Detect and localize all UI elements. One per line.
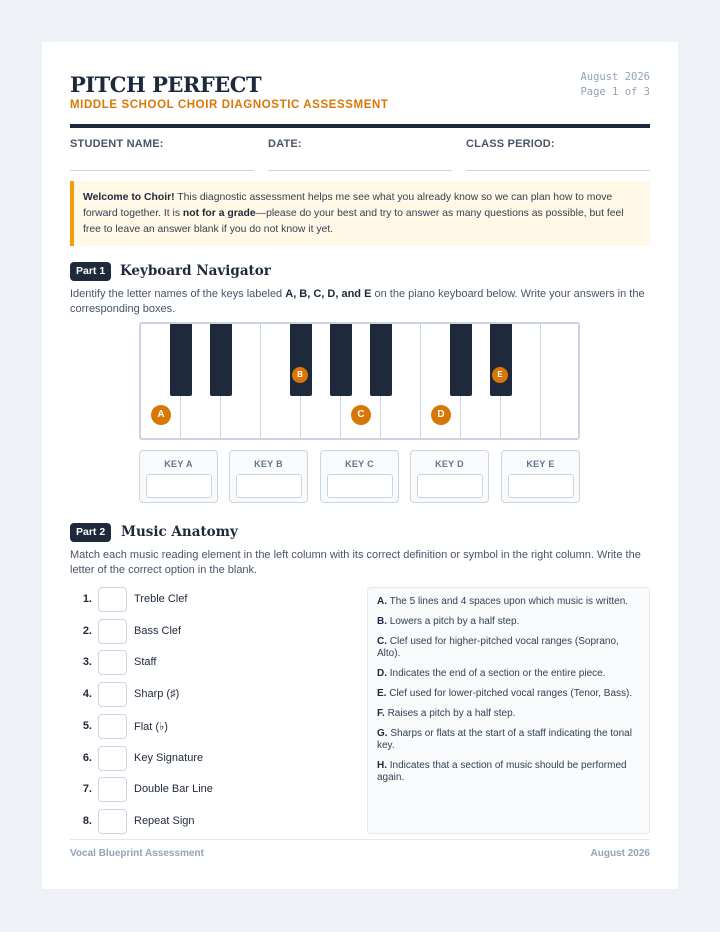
definitions-panel (367, 587, 650, 834)
definition-text: The 5 lines and 4 spaces upon which music is written. (389, 596, 629, 607)
definition-text: Clef used for higher-pitched vocal ranges (Soprano, Alto). (377, 636, 619, 659)
definition-text: Lowers a pitch by a half step. (389, 616, 520, 627)
part2-instructions: Match each music reading element in the left column with its correct definition or symbol in the right column. Write the letter of the correct option in the blank. (70, 549, 641, 576)
student-name-label: STUDENT NAME: (70, 138, 164, 150)
key-marker-c: C (351, 405, 371, 425)
black-key (450, 324, 472, 396)
key-a-input[interactable] (146, 474, 212, 498)
answer-box-key-b (229, 450, 308, 503)
item-number: 6. (82, 752, 92, 764)
black-key (290, 324, 312, 396)
date-field[interactable] (268, 138, 452, 171)
black-key (370, 324, 392, 396)
answer-box-key-e (501, 450, 580, 503)
definition-item (377, 728, 639, 752)
definition-letter: C. (377, 636, 387, 647)
item-4-answer-box[interactable] (98, 682, 127, 707)
item-label: Double Bar Line (134, 783, 213, 795)
key-marker-e: E (492, 367, 508, 383)
item-number: 1. (82, 593, 92, 605)
key-c-input[interactable] (327, 474, 393, 498)
definition-text: Clef used for lower-pitched vocal ranges (Tenor, Bass). (389, 688, 633, 699)
answer-box-label: KEY C (345, 459, 374, 469)
page-number: Page 1 of 3 (580, 86, 650, 98)
part2-title: Music Anatomy (121, 524, 238, 540)
item-number: 2. (82, 625, 92, 637)
item-number: 7. (82, 783, 92, 795)
item-5-answer-box[interactable] (98, 714, 127, 739)
answer-box-key-c (320, 450, 399, 503)
part1-badge: Part 1 (70, 262, 111, 281)
part2-badge: Part 2 (70, 523, 111, 542)
definition-letter: A. (377, 596, 387, 607)
student-name-field[interactable] (70, 138, 254, 171)
item-8-answer-box[interactable] (98, 809, 127, 834)
footer-divider (70, 839, 650, 840)
piano-keyboard (139, 322, 580, 440)
item-number: 4. (82, 688, 92, 700)
key-marker-b: B (292, 367, 308, 383)
part1-instr-bold: A, B, C, D, and E (285, 288, 372, 300)
definition-text: Sharps or flats at the start of a staff indicating the tonal key. (377, 728, 632, 751)
black-key (210, 324, 232, 396)
definition-item (377, 668, 639, 680)
item-label: Treble Clef (134, 593, 188, 605)
item-7-answer-box[interactable] (98, 777, 127, 802)
definition-letter: B. (377, 616, 387, 627)
key-e-input[interactable] (508, 474, 574, 498)
assessment-page (42, 42, 678, 889)
definition-letter: G. (377, 728, 388, 739)
part1-instr-pre: Identify the letter names of the keys labeled (70, 288, 286, 300)
key-d-input[interactable] (417, 474, 483, 498)
definition-text: Indicates that a section of music should be performed again. (377, 760, 627, 783)
answer-box-key-a (139, 450, 218, 503)
answer-box-label: KEY B (254, 459, 283, 469)
part1-instructions (70, 287, 650, 316)
white-key (541, 324, 580, 440)
definition-item (377, 760, 639, 784)
footer-right: August 2026 (590, 848, 650, 859)
item-number: 5. (82, 720, 92, 732)
part1-title: Keyboard Navigator (120, 263, 271, 279)
class-period-field[interactable] (466, 138, 650, 171)
page-title: PITCH PERFECT (70, 72, 262, 97)
key-marker-d: D (431, 405, 451, 425)
black-key (170, 324, 192, 396)
callout-lead: Welcome to Choir! (83, 192, 175, 203)
black-key (490, 324, 512, 396)
footer-left: Vocal Blueprint Assessment (70, 848, 204, 859)
callout-bold: not for a grade (182, 207, 256, 219)
item-2-answer-box[interactable] (98, 619, 127, 644)
class-period-label: CLASS PERIOD: (466, 138, 555, 150)
item-number: 8. (82, 815, 92, 827)
date-label: DATE: (268, 138, 302, 150)
item-label: Staff (134, 656, 157, 668)
item-label: Key Signature (134, 752, 204, 764)
header-rule (70, 124, 650, 128)
welcome-callout (70, 181, 650, 246)
black-key (330, 324, 352, 396)
callout-text-1: This diagnostic assessment helps me see what you already know so we can plan how to move forward together. It is (83, 192, 613, 219)
definition-letter: H. (377, 760, 387, 771)
definition-item (377, 596, 639, 608)
answer-box-label: KEY D (435, 459, 464, 469)
definition-letter: E. (377, 688, 387, 699)
definition-item (377, 688, 639, 700)
item-6-answer-box[interactable] (98, 746, 127, 771)
key-marker-a: A (151, 405, 171, 425)
answer-box-key-d (410, 450, 489, 503)
page-subtitle: MIDDLE SCHOOL CHOIR DIAGNOSTIC ASSESSMENT (70, 99, 389, 111)
definition-letter: F. (377, 708, 385, 719)
definition-item (377, 708, 639, 720)
part1-instr-post: on the piano keyboard below. Write your answers in the corresponding boxes. (70, 288, 645, 315)
item-label: Flat (♭) (134, 721, 168, 733)
callout-text-2: —please do your best and try to answer as many questions as possible, but feel free to leave an answer blank if you do not know it yet. (83, 207, 624, 235)
definition-text: Raises a pitch by a half step. (387, 708, 516, 719)
header-meta (580, 70, 650, 100)
item-1-answer-box[interactable] (98, 587, 127, 612)
definition-letter: D. (377, 668, 387, 679)
item-label: Bass Clef (134, 625, 182, 637)
definition-text: Indicates the end of a section or the entire piece. (389, 668, 606, 679)
item-label: Sharp (♯) (134, 688, 180, 700)
answer-box-label: KEY E (526, 459, 555, 469)
item-number: 3. (82, 656, 92, 668)
item-3-answer-box[interactable] (98, 650, 127, 675)
header-date: August 2026 (580, 71, 650, 83)
key-b-input[interactable] (236, 474, 302, 498)
definition-item (377, 616, 639, 628)
item-label: Repeat Sign (134, 815, 195, 827)
definition-item (377, 636, 639, 660)
answer-box-label: KEY A (164, 459, 193, 469)
